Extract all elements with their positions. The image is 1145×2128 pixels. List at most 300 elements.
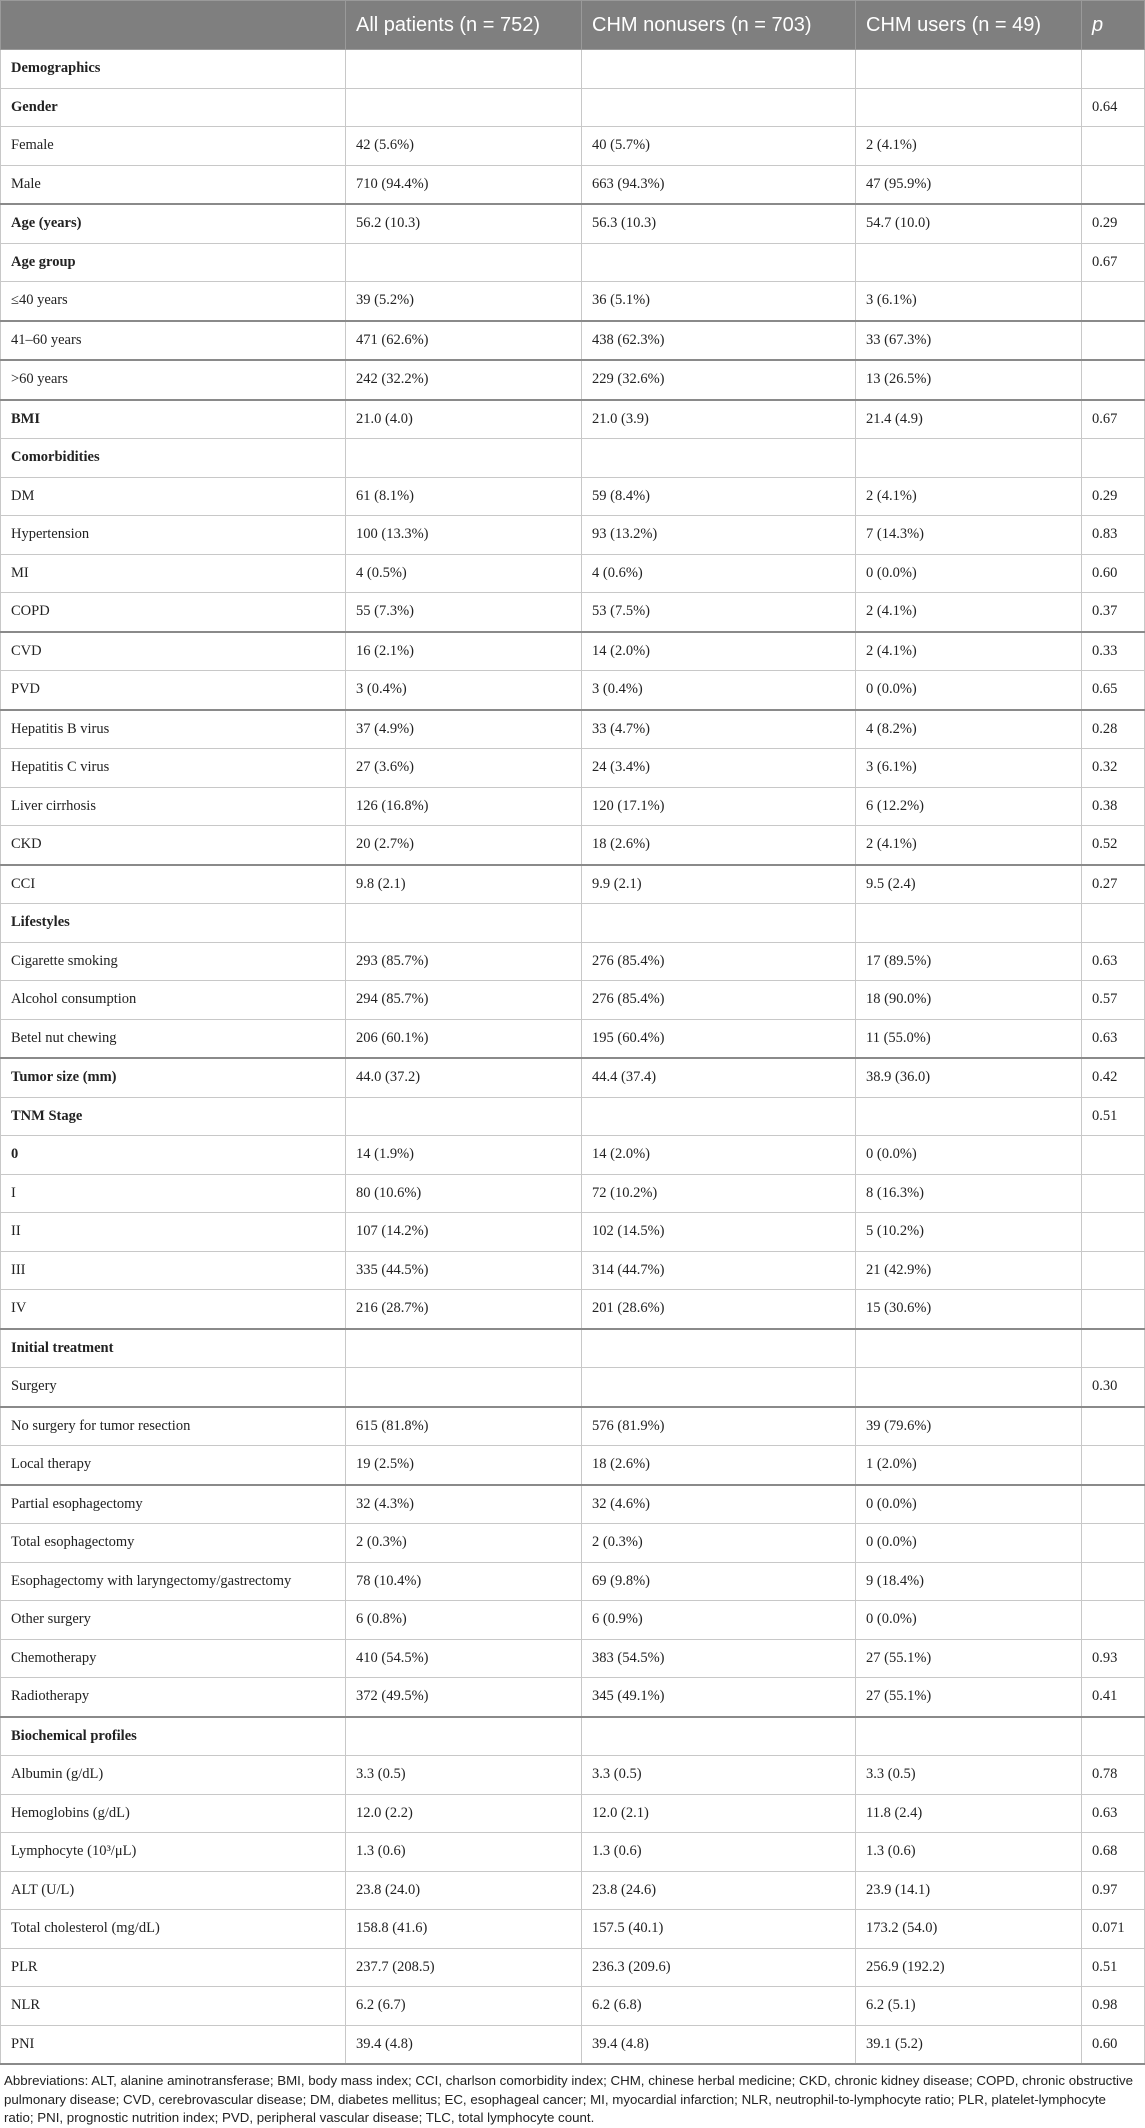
cell-p-value: 0.38 [1082, 787, 1145, 826]
table-row [1, 1639, 1145, 1678]
cell-chm-users: 7 (14.3%) [856, 516, 1082, 555]
table-row [1, 942, 1145, 981]
cell-all-patients [346, 50, 582, 89]
header-row [1, 1, 1145, 50]
cell-p-value: 0.29 [1082, 204, 1145, 243]
header-chm-users: CHM users (n = 49) [856, 1, 1082, 50]
cell-chm-nonusers: 36 (5.1%) [582, 282, 856, 321]
cell-chm-users: 3 (6.1%) [856, 282, 1082, 321]
row-label: CCI [1, 865, 346, 904]
cell-chm-users: 21.4 (4.9) [856, 400, 1082, 439]
cell-all-patients: 37 (4.9%) [346, 710, 582, 749]
table-row [1, 904, 1145, 943]
table-row [1, 1717, 1145, 1756]
cell-chm-users: 17 (89.5%) [856, 942, 1082, 981]
table-row [1, 1368, 1145, 1407]
cell-all-patients: 14 (1.9%) [346, 1136, 582, 1175]
table-row [1, 1678, 1145, 1717]
cell-p-value [1082, 1562, 1145, 1601]
table-row [1, 1019, 1145, 1058]
cell-chm-nonusers [582, 1717, 856, 1756]
row-label: >60 years [1, 360, 346, 400]
cell-all-patients: 237.7 (208.5) [346, 1948, 582, 1987]
cell-all-patients: 100 (13.3%) [346, 516, 582, 555]
table-row [1, 787, 1145, 826]
row-label: Female [1, 127, 346, 166]
cell-chm-users: 39 (79.6%) [856, 1407, 1082, 1446]
cell-p-value [1082, 1213, 1145, 1252]
row-label: Betel nut chewing [1, 1019, 346, 1058]
cell-chm-users [856, 1329, 1082, 1368]
cell-all-patients [346, 88, 582, 127]
cell-p-value [1082, 1329, 1145, 1368]
cell-chm-users: 18 (90.0%) [856, 981, 1082, 1020]
cell-all-patients: 107 (14.2%) [346, 1213, 582, 1252]
cell-chm-nonusers: 236.3 (209.6) [582, 1948, 856, 1987]
table-row [1, 321, 1145, 361]
table-row [1, 204, 1145, 243]
cell-chm-users: 3.3 (0.5) [856, 1756, 1082, 1795]
table-row [1, 50, 1145, 89]
cell-chm-nonusers: 40 (5.7%) [582, 127, 856, 166]
cell-chm-users: 27 (55.1%) [856, 1639, 1082, 1678]
cell-all-patients: 55 (7.3%) [346, 593, 582, 632]
cell-chm-users: 1.3 (0.6) [856, 1833, 1082, 1872]
cell-chm-nonusers: 229 (32.6%) [582, 360, 856, 400]
cell-chm-users: 5 (10.2%) [856, 1213, 1082, 1252]
cell-p-value: 0.41 [1082, 1678, 1145, 1717]
cell-chm-users: 0 (0.0%) [856, 671, 1082, 710]
cell-chm-users: 8 (16.3%) [856, 1174, 1082, 1213]
table-row [1, 165, 1145, 204]
row-label: Male [1, 165, 346, 204]
cell-p-value: 0.65 [1082, 671, 1145, 710]
cell-p-value [1082, 282, 1145, 321]
cell-p-value: 0.37 [1082, 593, 1145, 632]
cell-all-patients: 3 (0.4%) [346, 671, 582, 710]
cell-chm-users: 9 (18.4%) [856, 1562, 1082, 1601]
cell-p-value: 0.32 [1082, 749, 1145, 788]
cell-chm-users [856, 1368, 1082, 1407]
cell-p-value: 0.97 [1082, 1871, 1145, 1910]
cell-chm-users: 13 (26.5%) [856, 360, 1082, 400]
cell-p-value [1082, 904, 1145, 943]
row-label: III [1, 1251, 346, 1290]
cell-all-patients: 56.2 (10.3) [346, 204, 582, 243]
row-label: Local therapy [1, 1446, 346, 1485]
cell-p-value [1082, 1446, 1145, 1485]
row-label: Cigarette smoking [1, 942, 346, 981]
cell-all-patients [346, 904, 582, 943]
row-label: ALT (U/L) [1, 1871, 346, 1910]
cell-p-value: 0.67 [1082, 243, 1145, 282]
cell-chm-users [856, 243, 1082, 282]
cell-p-value: 0.78 [1082, 1756, 1145, 1795]
row-label: Alcohol consumption [1, 981, 346, 1020]
cell-chm-nonusers: 3 (0.4%) [582, 671, 856, 710]
cell-all-patients: 294 (85.7%) [346, 981, 582, 1020]
cell-chm-nonusers [582, 904, 856, 943]
cell-chm-users: 39.1 (5.2) [856, 2025, 1082, 2064]
cell-chm-nonusers: 383 (54.5%) [582, 1639, 856, 1678]
cell-chm-nonusers: 18 (2.6%) [582, 1446, 856, 1485]
cell-all-patients: 158.8 (41.6) [346, 1910, 582, 1949]
table-row [1, 981, 1145, 1020]
row-label: Esophagectomy with laryngectomy/gastrectomy [1, 1562, 346, 1601]
cell-all-patients: 39 (5.2%) [346, 282, 582, 321]
row-label: Other surgery [1, 1601, 346, 1640]
header-all-patients: All patients (n = 752) [346, 1, 582, 50]
cell-chm-nonusers: 120 (17.1%) [582, 787, 856, 826]
cell-p-value: 0.98 [1082, 1987, 1145, 2026]
row-label: TNM Stage [1, 1097, 346, 1136]
cell-p-value: 0.52 [1082, 826, 1145, 865]
cell-chm-nonusers: 2 (0.3%) [582, 1524, 856, 1563]
cell-chm-users: 4 (8.2%) [856, 710, 1082, 749]
header-p-value: p [1082, 1, 1145, 50]
table-row [1, 1329, 1145, 1368]
cell-all-patients [346, 243, 582, 282]
cell-chm-nonusers: 276 (85.4%) [582, 981, 856, 1020]
table-row [1, 1213, 1145, 1252]
table-row [1, 632, 1145, 671]
cell-chm-users: 256.9 (192.2) [856, 1948, 1082, 1987]
cell-chm-nonusers: 56.3 (10.3) [582, 204, 856, 243]
cell-p-value [1082, 50, 1145, 89]
cell-all-patients: 61 (8.1%) [346, 477, 582, 516]
cell-all-patients [346, 1329, 582, 1368]
row-label: Age (years) [1, 204, 346, 243]
row-label: MI [1, 554, 346, 593]
table-row [1, 1871, 1145, 1910]
row-label: I [1, 1174, 346, 1213]
row-label: Chemotherapy [1, 1639, 346, 1678]
cell-all-patients: 3.3 (0.5) [346, 1756, 582, 1795]
cell-all-patients: 6.2 (6.7) [346, 1987, 582, 2026]
row-label: CKD [1, 826, 346, 865]
row-label: PLR [1, 1948, 346, 1987]
row-label: II [1, 1213, 346, 1252]
cell-chm-nonusers: 4 (0.6%) [582, 554, 856, 593]
cell-chm-users: 21 (42.9%) [856, 1251, 1082, 1290]
table-row [1, 1833, 1145, 1872]
row-label: PVD [1, 671, 346, 710]
cell-chm-nonusers: 663 (94.3%) [582, 165, 856, 204]
table-row [1, 671, 1145, 710]
cell-p-value: 0.42 [1082, 1058, 1145, 1097]
table-body [1, 50, 1145, 2065]
cell-chm-nonusers: 33 (4.7%) [582, 710, 856, 749]
cell-chm-users: 15 (30.6%) [856, 1290, 1082, 1329]
cell-chm-nonusers: 276 (85.4%) [582, 942, 856, 981]
table-row [1, 826, 1145, 865]
cell-all-patients: 19 (2.5%) [346, 1446, 582, 1485]
cell-chm-users: 54.7 (10.0) [856, 204, 1082, 243]
row-label: Demographics [1, 50, 346, 89]
cell-chm-nonusers: 69 (9.8%) [582, 1562, 856, 1601]
row-label: Lifestyles [1, 904, 346, 943]
cell-chm-users: 11.8 (2.4) [856, 1794, 1082, 1833]
cell-chm-nonusers: 72 (10.2%) [582, 1174, 856, 1213]
cell-chm-nonusers: 6 (0.9%) [582, 1601, 856, 1640]
cell-chm-nonusers: 39.4 (4.8) [582, 2025, 856, 2064]
cell-p-value: 0.27 [1082, 865, 1145, 904]
table-row [1, 593, 1145, 632]
table-row [1, 1910, 1145, 1949]
cell-all-patients [346, 1717, 582, 1756]
cell-all-patients: 21.0 (4.0) [346, 400, 582, 439]
cell-p-value [1082, 1174, 1145, 1213]
abbreviations-footnote: Abbreviations: ALT, alanine aminotransferase; BMI, body mass index; CCI, charlson comorbidity index; CHM, chinese herbal medicine; CKD, chronic kidney disease; COPD, chronic obstructive pulmonary disease; CVD, cerebrovascular disease; DM, diabetes mellitus; EC, esophageal cancer; MI, myocardial infarction; NLR, neutrophil-to-lymphocyte ratio; PLR, platelet-lymphocyte ratio; PNI, prognostic nutrition index; PVD, peripheral vascular disease; TLC, total lymphocyte count. [4, 2073, 1134, 2125]
cell-chm-nonusers [582, 1329, 856, 1368]
cell-all-patients: 206 (60.1%) [346, 1019, 582, 1058]
row-label: BMI [1, 400, 346, 439]
cell-chm-nonusers: 157.5 (40.1) [582, 1910, 856, 1949]
row-label: Tumor size (mm) [1, 1058, 346, 1097]
cell-all-patients [346, 1097, 582, 1136]
cell-chm-nonusers: 18 (2.6%) [582, 826, 856, 865]
cell-all-patients: 16 (2.1%) [346, 632, 582, 671]
row-label: Lymphocyte (10³/μL) [1, 1833, 346, 1872]
table-row [1, 554, 1145, 593]
table-row [1, 1756, 1145, 1795]
cell-all-patients [346, 439, 582, 478]
row-label: PNI [1, 2025, 346, 2064]
cell-all-patients [346, 1368, 582, 1407]
cell-all-patients: 2 (0.3%) [346, 1524, 582, 1563]
table-row [1, 1097, 1145, 1136]
row-label: ≤40 years [1, 282, 346, 321]
cell-chm-users: 2 (4.1%) [856, 632, 1082, 671]
row-label: 0 [1, 1136, 346, 1175]
cell-chm-nonusers: 44.4 (37.4) [582, 1058, 856, 1097]
row-label: Biochemical profiles [1, 1717, 346, 1756]
cell-chm-nonusers: 12.0 (2.1) [582, 1794, 856, 1833]
header-characteristic [1, 1, 346, 50]
cell-chm-users: 0 (0.0%) [856, 554, 1082, 593]
table-row [1, 1251, 1145, 1290]
cell-all-patients: 27 (3.6%) [346, 749, 582, 788]
cell-p-value: 0.63 [1082, 942, 1145, 981]
row-label: Hepatitis B virus [1, 710, 346, 749]
cell-chm-users: 27 (55.1%) [856, 1678, 1082, 1717]
cell-chm-nonusers [582, 88, 856, 127]
row-label: No surgery for tumor resection [1, 1407, 346, 1446]
table-row [1, 1174, 1145, 1213]
cell-chm-users: 173.2 (54.0) [856, 1910, 1082, 1949]
cell-chm-nonusers: 6.2 (6.8) [582, 1987, 856, 2026]
cell-chm-nonusers: 314 (44.7%) [582, 1251, 856, 1290]
cell-all-patients: 216 (28.7%) [346, 1290, 582, 1329]
table-row [1, 439, 1145, 478]
cell-p-value: 0.68 [1082, 1833, 1145, 1872]
cell-chm-users [856, 904, 1082, 943]
cell-p-value [1082, 127, 1145, 166]
cell-all-patients: 615 (81.8%) [346, 1407, 582, 1446]
cell-chm-nonusers [582, 439, 856, 478]
row-label: Liver cirrhosis [1, 787, 346, 826]
cell-chm-users [856, 1717, 1082, 1756]
cell-p-value [1082, 1251, 1145, 1290]
cell-all-patients: 372 (49.5%) [346, 1678, 582, 1717]
cell-p-value [1082, 165, 1145, 204]
cell-chm-users: 38.9 (36.0) [856, 1058, 1082, 1097]
cell-all-patients: 126 (16.8%) [346, 787, 582, 826]
cell-all-patients: 293 (85.7%) [346, 942, 582, 981]
cell-all-patients: 39.4 (4.8) [346, 2025, 582, 2064]
table-row [1, 1407, 1145, 1446]
row-label: Gender [1, 88, 346, 127]
row-label: Radiotherapy [1, 1678, 346, 1717]
table-row [1, 749, 1145, 788]
cell-p-value: 0.071 [1082, 1910, 1145, 1949]
cell-chm-nonusers: 102 (14.5%) [582, 1213, 856, 1252]
cell-chm-nonusers: 23.8 (24.6) [582, 1871, 856, 1910]
row-label: 41–60 years [1, 321, 346, 361]
cell-chm-nonusers: 24 (3.4%) [582, 749, 856, 788]
cell-all-patients: 44.0 (37.2) [346, 1058, 582, 1097]
table-row [1, 1987, 1145, 2026]
cell-chm-nonusers: 21.0 (3.9) [582, 400, 856, 439]
row-label: Comorbidities [1, 439, 346, 478]
cell-chm-nonusers: 3.3 (0.5) [582, 1756, 856, 1795]
row-label: NLR [1, 1987, 346, 2026]
cell-chm-users: 2 (4.1%) [856, 593, 1082, 632]
row-label: Initial treatment [1, 1329, 346, 1368]
cell-all-patients: 710 (94.4%) [346, 165, 582, 204]
table-row [1, 1485, 1145, 1524]
cell-chm-nonusers: 345 (49.1%) [582, 1678, 856, 1717]
table-row [1, 516, 1145, 555]
table-row [1, 1136, 1145, 1175]
cell-p-value [1082, 1485, 1145, 1524]
cell-chm-nonusers: 9.9 (2.1) [582, 865, 856, 904]
row-label: Albumin (g/dL) [1, 1756, 346, 1795]
row-label: IV [1, 1290, 346, 1329]
cell-all-patients: 242 (32.2%) [346, 360, 582, 400]
cell-chm-users: 2 (4.1%) [856, 127, 1082, 166]
cell-chm-users: 0 (0.0%) [856, 1601, 1082, 1640]
cell-chm-users: 6 (12.2%) [856, 787, 1082, 826]
cell-p-value [1082, 1136, 1145, 1175]
cell-chm-users: 23.9 (14.1) [856, 1871, 1082, 1910]
row-label: COPD [1, 593, 346, 632]
cell-p-value: 0.33 [1082, 632, 1145, 671]
cell-chm-users: 3 (6.1%) [856, 749, 1082, 788]
table-row [1, 243, 1145, 282]
cell-chm-nonusers: 32 (4.6%) [582, 1485, 856, 1524]
table-header [1, 1, 1145, 50]
table-row [1, 127, 1145, 166]
cell-chm-nonusers: 59 (8.4%) [582, 477, 856, 516]
cell-all-patients: 32 (4.3%) [346, 1485, 582, 1524]
cell-all-patients: 335 (44.5%) [346, 1251, 582, 1290]
cell-p-value: 0.57 [1082, 981, 1145, 1020]
cell-chm-users: 6.2 (5.1) [856, 1987, 1082, 2026]
cell-p-value [1082, 321, 1145, 361]
cell-all-patients: 1.3 (0.6) [346, 1833, 582, 1872]
cell-chm-nonusers: 201 (28.6%) [582, 1290, 856, 1329]
cell-all-patients: 80 (10.6%) [346, 1174, 582, 1213]
cell-chm-nonusers: 14 (2.0%) [582, 1136, 856, 1175]
cell-all-patients: 9.8 (2.1) [346, 865, 582, 904]
cell-chm-nonusers: 1.3 (0.6) [582, 1833, 856, 1872]
cell-all-patients: 471 (62.6%) [346, 321, 582, 361]
table-row [1, 1058, 1145, 1097]
row-label: Partial esophagectomy [1, 1485, 346, 1524]
cell-all-patients: 78 (10.4%) [346, 1562, 582, 1601]
cell-chm-nonusers: 576 (81.9%) [582, 1407, 856, 1446]
row-label: CVD [1, 632, 346, 671]
table-row [1, 88, 1145, 127]
cell-all-patients: 4 (0.5%) [346, 554, 582, 593]
cell-p-value [1082, 360, 1145, 400]
cell-all-patients: 6 (0.8%) [346, 1601, 582, 1640]
cell-chm-nonusers [582, 1368, 856, 1407]
cell-p-value: 0.29 [1082, 477, 1145, 516]
cell-p-value: 0.51 [1082, 1948, 1145, 1987]
cell-p-value: 0.93 [1082, 1639, 1145, 1678]
row-label: Surgery [1, 1368, 346, 1407]
cell-p-value: 0.63 [1082, 1019, 1145, 1058]
row-label: Hepatitis C virus [1, 749, 346, 788]
cell-chm-users: 0 (0.0%) [856, 1136, 1082, 1175]
cell-chm-users: 1 (2.0%) [856, 1446, 1082, 1485]
cell-all-patients: 23.8 (24.0) [346, 1871, 582, 1910]
row-label: Hypertension [1, 516, 346, 555]
cell-chm-nonusers [582, 50, 856, 89]
table-row [1, 1562, 1145, 1601]
cell-chm-users: 0 (0.0%) [856, 1485, 1082, 1524]
cell-chm-nonusers [582, 243, 856, 282]
row-label: Age group [1, 243, 346, 282]
table-row [1, 1524, 1145, 1563]
cell-all-patients: 20 (2.7%) [346, 826, 582, 865]
cell-chm-nonusers: 93 (13.2%) [582, 516, 856, 555]
cell-chm-users: 47 (95.9%) [856, 165, 1082, 204]
cell-all-patients: 42 (5.6%) [346, 127, 582, 166]
cell-chm-users: 2 (4.1%) [856, 826, 1082, 865]
row-label: Hemoglobins (g/dL) [1, 1794, 346, 1833]
cell-chm-users [856, 439, 1082, 478]
row-label: Total esophagectomy [1, 1524, 346, 1563]
table-row [1, 282, 1145, 321]
table-row [1, 865, 1145, 904]
table-row [1, 477, 1145, 516]
cell-chm-users [856, 50, 1082, 89]
cell-p-value [1082, 439, 1145, 478]
cell-p-value: 0.63 [1082, 1794, 1145, 1833]
cell-p-value [1082, 1290, 1145, 1329]
table-row [1, 1948, 1145, 1987]
cell-chm-users [856, 88, 1082, 127]
cell-chm-users: 9.5 (2.4) [856, 865, 1082, 904]
cell-p-value [1082, 1524, 1145, 1563]
cell-chm-nonusers: 195 (60.4%) [582, 1019, 856, 1058]
cell-chm-users [856, 1097, 1082, 1136]
cell-chm-users: 33 (67.3%) [856, 321, 1082, 361]
cell-p-value [1082, 1407, 1145, 1446]
cell-p-value: 0.67 [1082, 400, 1145, 439]
table-row [1, 1794, 1145, 1833]
table-row [1, 2025, 1145, 2064]
table-row [1, 360, 1145, 400]
table-row [1, 1290, 1145, 1329]
cell-p-value: 0.51 [1082, 1097, 1145, 1136]
cell-p-value [1082, 1717, 1145, 1756]
cell-p-value: 0.64 [1082, 88, 1145, 127]
header-chm-nonusers: CHM nonusers (n = 703) [582, 1, 856, 50]
